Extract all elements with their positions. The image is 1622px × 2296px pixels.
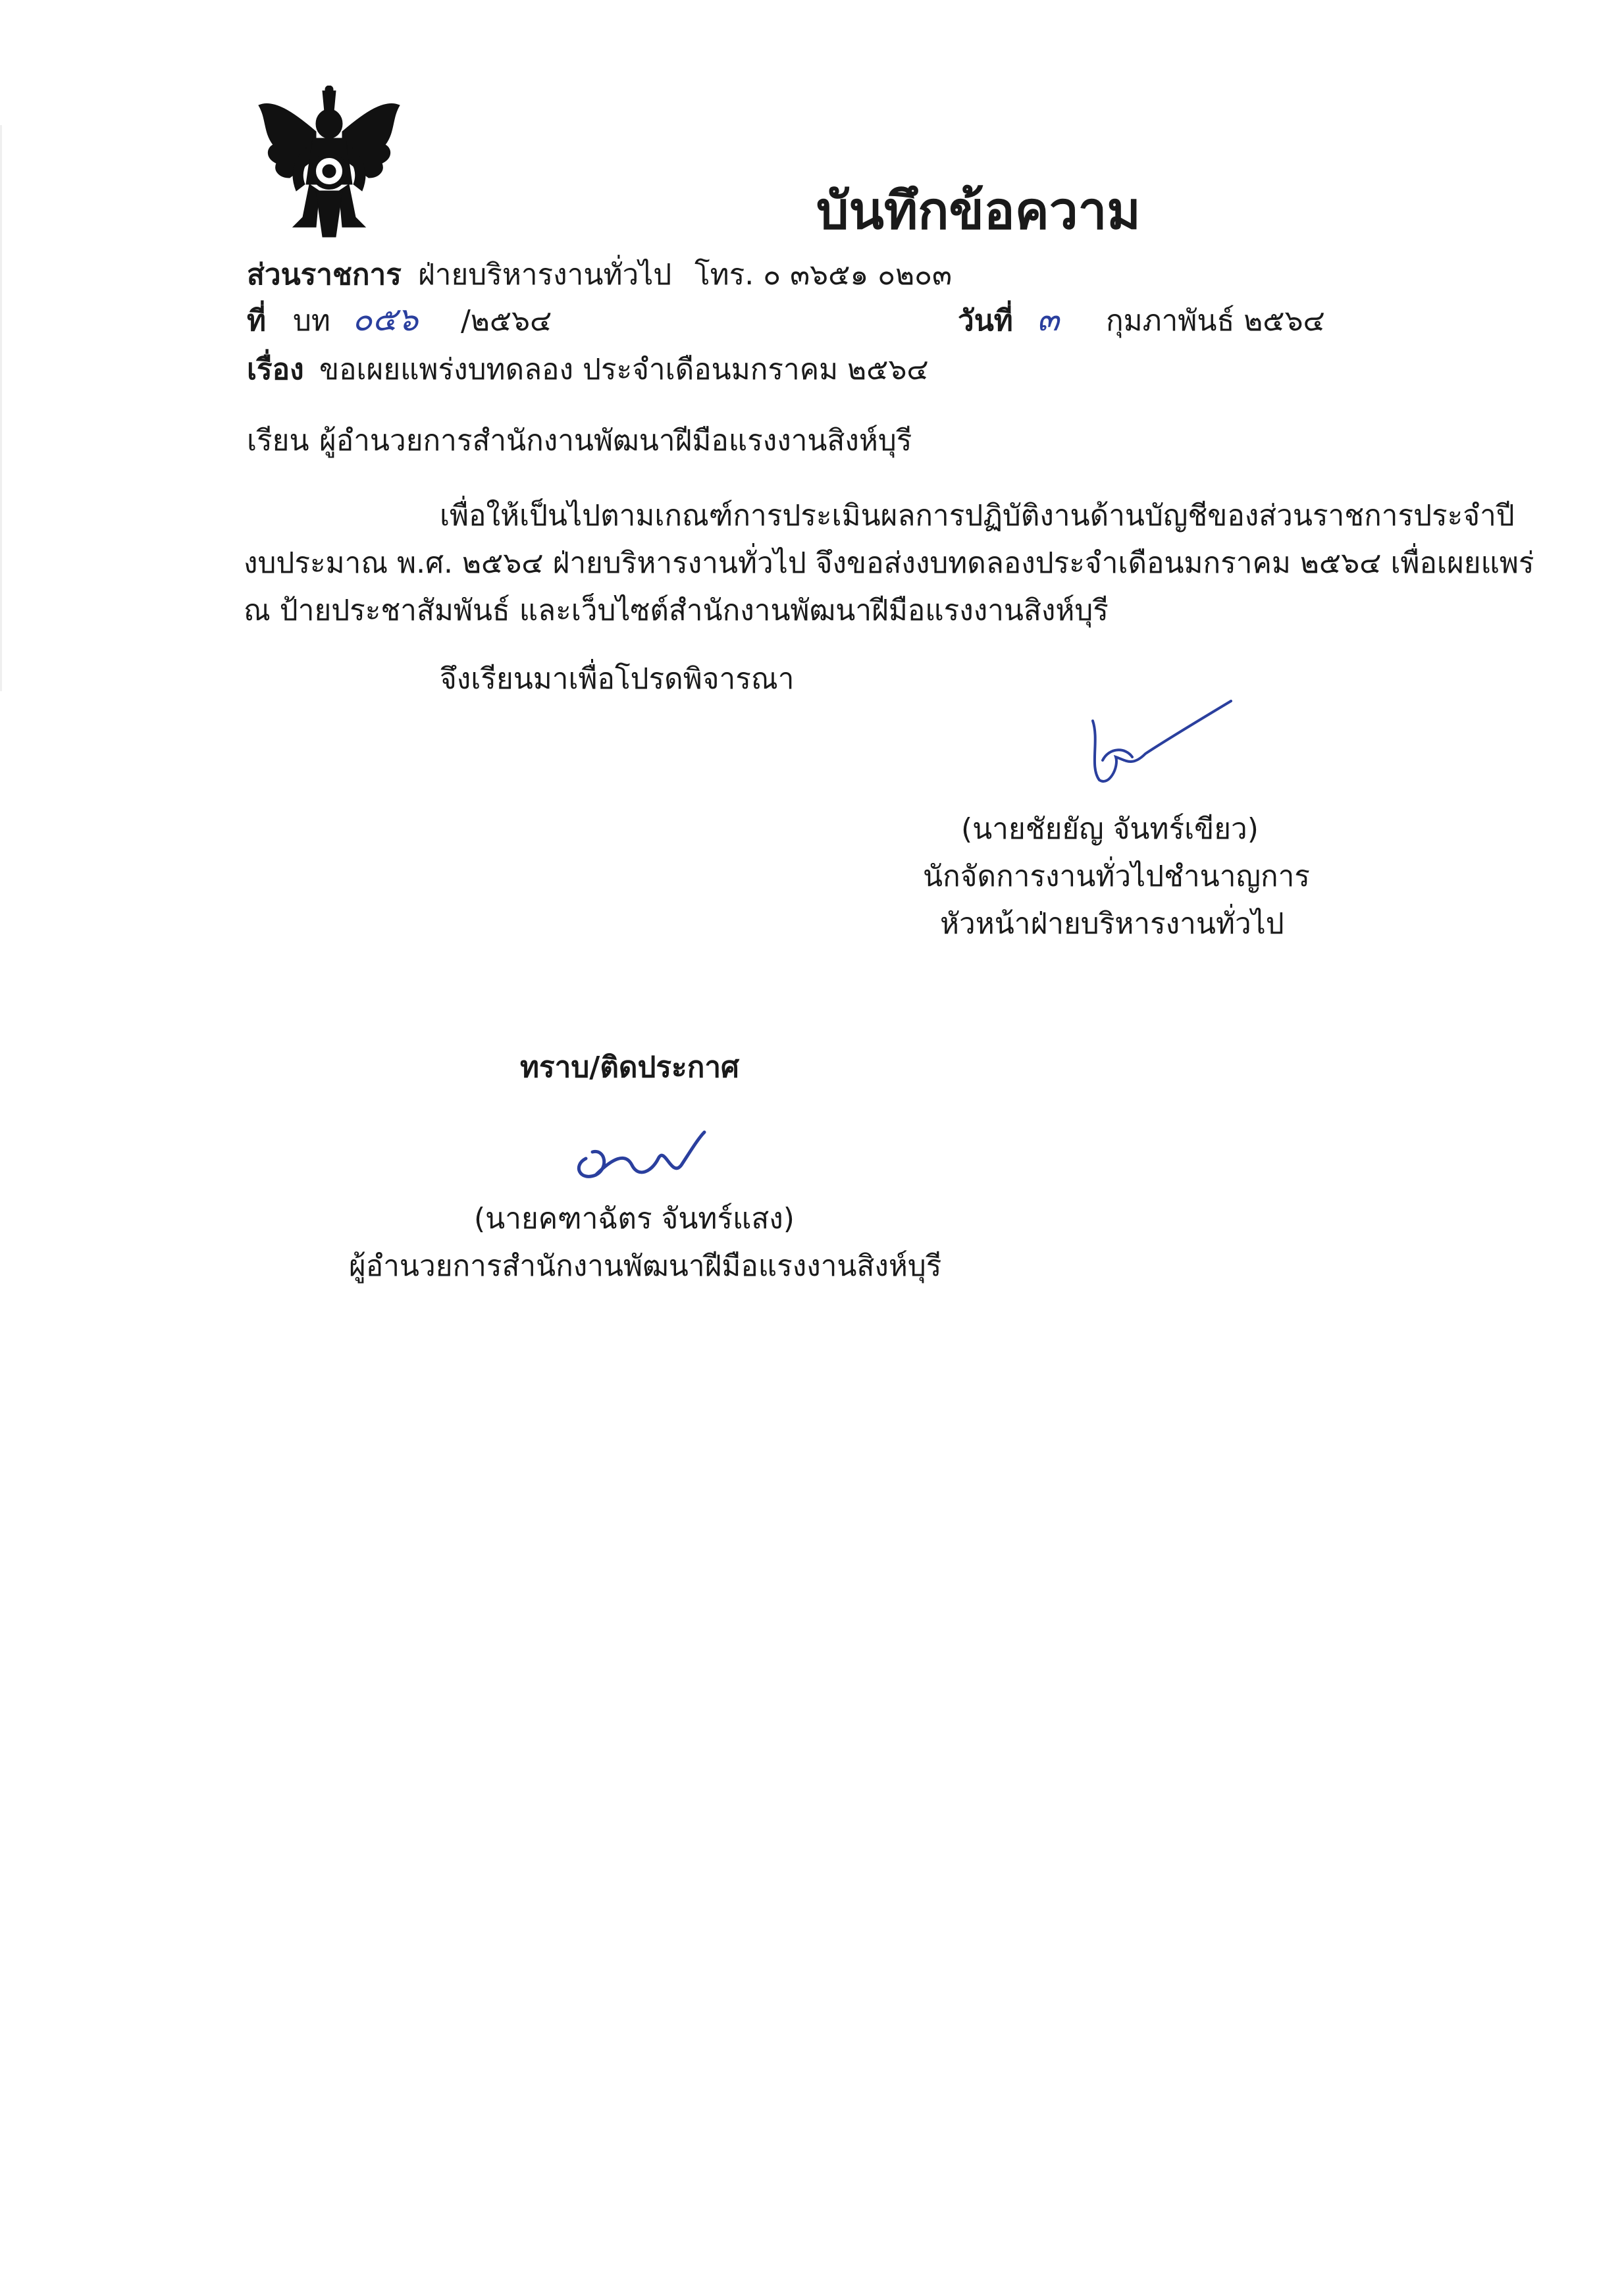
to-label: เรียน (247, 424, 309, 457)
ref-prefix: บท (293, 304, 330, 338)
body-line-1: เพื่อให้เป็นไปตามเกณฑ์การประเมินผลการปฏิบัติงานด้านบัญชีของส่วนราชการประจำปี (440, 499, 1515, 533)
subject-label: เรื่อง (247, 353, 304, 386)
subject-value: ขอเผยแพร่งบทดลอง ประจำเดือนมกราคม ๒๕๖๔ (319, 353, 929, 386)
approval-heading: ทราบ/ติดประกาศ (520, 1051, 739, 1084)
signer1-name: (นายชัยยัญ จันทร์เขียว) (961, 812, 1259, 846)
date-rest: กุมภาพันธ์ ๒๕๖๔ (1106, 304, 1325, 338)
ref-label: ที่ (247, 304, 267, 338)
body-line-3: ณ ป้ายประชาสัมพันธ์ และเว็บไซต์สำนักงานพัฒนาฝีมือแรงงานสิงห์บุรี (244, 594, 1109, 627)
body-line-2: งบประมาณ พ.ศ. ๒๕๖๔ ฝ่ายบริหารงานทั่วไป จึงขอส่งงบทดลองประจำเดือนมกราคม ๒๕๖๔ เพื่อเผยแพร่ (244, 546, 1534, 580)
date-label: วันที่ (958, 304, 1013, 338)
scan-edge-mark (0, 125, 2, 691)
memo-title: บันทึกข้อความ (816, 182, 1141, 241)
garuda-emblem-icon (253, 86, 405, 240)
ref-number-handwritten: ๐๕๖ (352, 300, 419, 338)
closing-text: จึงเรียนมาเพื่อโปรดพิจารณา (440, 662, 795, 696)
phone-value: โทร. ๐ ๓๖๕๑ ๐๒๐๓ (694, 258, 953, 292)
signer1-position2: หัวหน้าฝ่ายบริหารงานทั่วไป (940, 907, 1284, 941)
agency-label: ส่วนราชการ (247, 258, 402, 292)
approval-name: (นายคฑาฉัตร จันทร์แสง) (474, 1202, 795, 1236)
agency-value: ฝ่ายบริหารงานทั่วไป (418, 258, 672, 292)
ref-year: /๒๕๖๔ (461, 304, 552, 338)
signature-icon (566, 1119, 711, 1191)
date-day-handwritten: ๓ (1037, 300, 1060, 338)
approval-position: ผู้อำนวยการสำนักงานพัฒนาฝีมือแรงงานสิงห์บุรี (349, 1249, 942, 1283)
to-value: ผู้อำนวยการสำนักงานพัฒนาฝีมือแรงงานสิงห์บุรี (319, 424, 912, 457)
signature-icon (1080, 694, 1238, 800)
signer1-position1: นักจัดการงานทั่วไปชำนาญการ (923, 860, 1310, 893)
